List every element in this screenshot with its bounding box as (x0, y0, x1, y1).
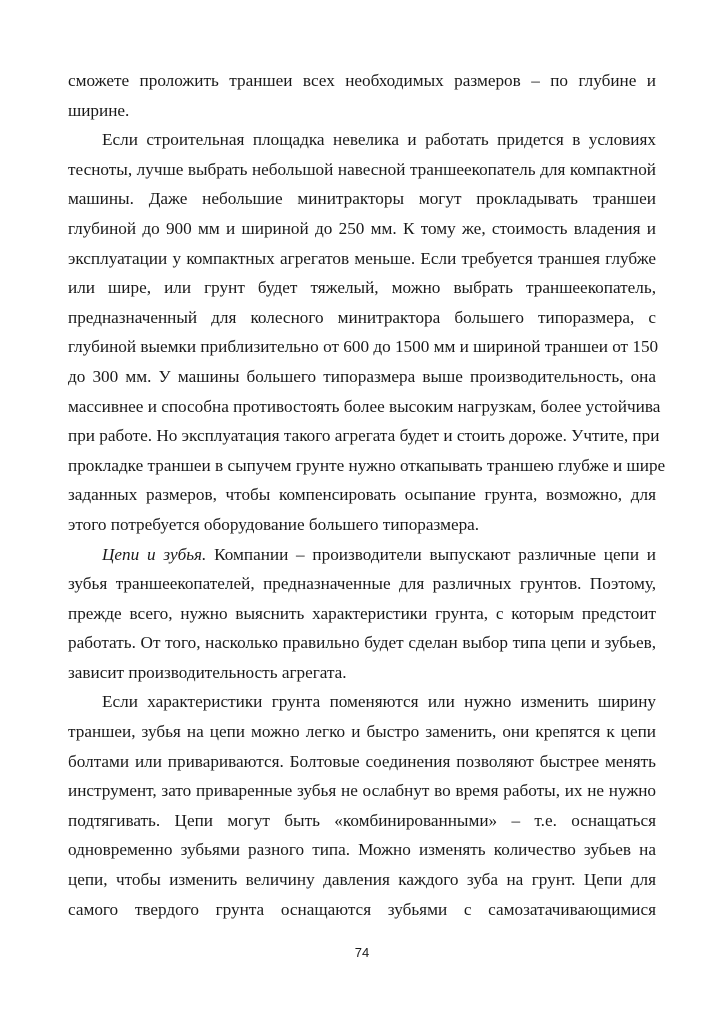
text-line: до 300 мм. У машины большего типоразмера выше производительность, она (68, 366, 656, 386)
text-line: этого потребуется оборудование большего типоразмера. (68, 514, 480, 534)
body-text (68, 66, 666, 924)
text-line: самого твердого грунта оснащаются зубьями с самозатачивающимися (68, 899, 656, 919)
text-line: глубиной выемки приблизительно от 600 до 1500 мм и шириной траншеи от 150 (68, 337, 659, 357)
text-line: траншеи, зубья на цепи можно легко и быстро заменить, они крепятся к цепи (68, 722, 656, 742)
text-line: массивнее и способна противостоять более высоким нагрузкам, более устойчива (68, 396, 661, 416)
section-heading: Цепи и зубья. (102, 544, 207, 564)
text-line: зубья траншеекопателей, предназначенные для различных грунтов. Поэтому, (68, 574, 656, 594)
page-number: 74 (354, 945, 370, 960)
text-line: тесноты, лучше выбрать небольшой навесной траншеекопатель для компактной (68, 159, 656, 179)
text-line: зависит производительность агрегата. (68, 662, 347, 682)
text-line: работать. От того, насколько правильно будет сделан выбор типа цепи и зубьев, (68, 633, 656, 653)
text-line: предназначенный для колесного минитрактора большего типоразмера, с (68, 307, 656, 327)
text-line: прокладке траншеи в сыпучем грунте нужно откапывать траншею глубже и шире (68, 455, 666, 475)
text-line: прежде всего, нужно выяснить характеристики грунта, с которым предстоит (68, 603, 656, 623)
text-line: ширине. (68, 100, 130, 120)
text-run: Компании – производители выпускают различные цепи и (206, 544, 656, 564)
text-line: или шире, или грунт будет тяжелый, можно выбрать траншеекопатель, (68, 278, 656, 298)
text-line: инструмент, зато приваренные зубья не ослабнут во время работы, их не нужно (68, 781, 656, 801)
text-line: болтами или привариваются. Болтовые соединения позволяют быстрее менять (68, 751, 656, 771)
text-line: цепи, чтобы изменить величину давления каждого зуба на грунт. Цепи для (68, 870, 656, 890)
text-line: глубиной до 900 мм и шириной до 250 мм. К тому же, стоимость владения и (68, 218, 656, 238)
text-line: заданных размеров, чтобы компенсировать осыпание грунта, возможно, для (68, 485, 656, 505)
text-line: подтягивать. Цепи могут быть «комбинированными» – т.е. оснащаться (68, 810, 656, 830)
text-line: Если характеристики грунта поменяются или нужно изменить ширину (102, 692, 656, 712)
text-line: Если строительная площадка невелика и работать придется в условиях (102, 130, 656, 150)
text-line (68, 540, 656, 570)
text-line: машины. Даже небольшие минитракторы могут прокладывать траншеи (68, 189, 656, 209)
text-line: сможете проложить траншеи всех необходимых размеров – по глубине и (68, 71, 656, 90)
text-line: при работе. Но эксплуатация такого агрегата будет и стоить дороже. Учтите, при (68, 426, 660, 446)
text-line: одновременно зубьями разного типа. Можно изменять количество зубьев на (68, 840, 656, 860)
text-line: эксплуатации у компактных агрегатов меньше. Если требуется траншея глубже (68, 248, 656, 268)
